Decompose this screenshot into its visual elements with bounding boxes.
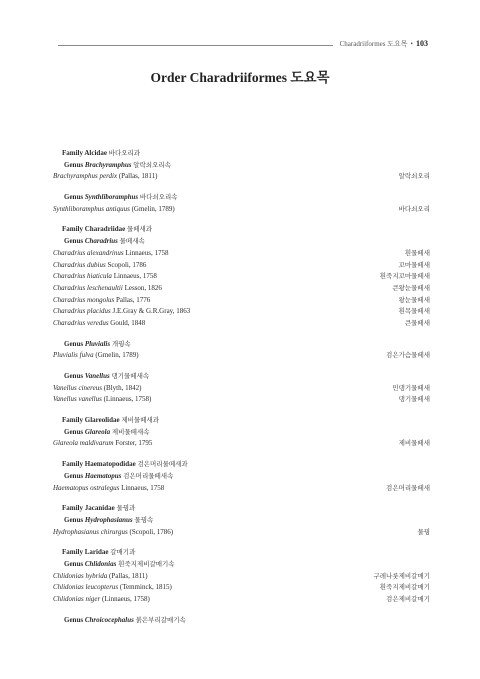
species-authority: J.E.Gray & G.R.Gray, 1863 bbox=[112, 307, 191, 316]
genus-latin-name: Vanellus bbox=[84, 372, 110, 380]
genus-latin-name: Glareola bbox=[84, 427, 111, 436]
species-authority: Gould, 1848 bbox=[110, 318, 146, 327]
genus-korean-name: 검은머리물떼새속 bbox=[123, 472, 174, 480]
species-authority: (Scopoli, 1786) bbox=[129, 527, 174, 536]
species-authority: (Linnaeus, 1758) bbox=[102, 595, 150, 603]
genus-latin-name: Haematopus bbox=[84, 471, 122, 480]
genus-korean-name: 물떼새속 bbox=[119, 238, 145, 246]
family-korean-name: 제비물떼새과 bbox=[121, 417, 160, 425]
genus-entry bbox=[53, 236, 430, 248]
species-latin-name: Charadrius leschenaultii bbox=[53, 283, 123, 292]
species-latin-name: Charadrius dubius bbox=[53, 260, 106, 269]
species-authority: (Blyth, 1842) bbox=[103, 383, 142, 392]
species-entry bbox=[53, 594, 430, 606]
species-authority: Forster, 1795 bbox=[115, 439, 153, 448]
species-authority: Linnaeus, 1758 bbox=[125, 248, 169, 257]
species-entry bbox=[53, 283, 430, 295]
genus-korean-name: 댕기물떼새속 bbox=[111, 373, 150, 380]
species-entry bbox=[53, 318, 430, 330]
genus-korean-name: 물꿩속 bbox=[134, 516, 154, 524]
species-common-name: 큰왕눈물떼새 bbox=[392, 284, 430, 292]
genus-korean-name: 바다쇠오리속 bbox=[139, 194, 178, 202]
species-entry bbox=[53, 271, 430, 283]
species-latin-name: Vanellus vanellus bbox=[53, 395, 102, 404]
species-common-name: 왕눈물떼새 bbox=[398, 296, 430, 304]
genus-entry bbox=[53, 192, 430, 204]
rank-label: Genus bbox=[64, 615, 85, 624]
family-latin-name: Laridae bbox=[84, 548, 109, 557]
species-common-name: 꼬마물떼새 bbox=[398, 261, 430, 269]
species-common-name: 검은제비갈매기 bbox=[386, 596, 430, 603]
rank-label: Genus bbox=[64, 427, 85, 436]
species-authority: (Gmelin, 1789) bbox=[131, 204, 175, 213]
rank-label: Genus bbox=[64, 193, 85, 202]
genus-korean-name: 흰죽지제비갈매기속 bbox=[118, 560, 175, 568]
species-common-name: 흰죽지제비갈매기 bbox=[379, 584, 430, 592]
family-latin-name: Charadriidae bbox=[84, 225, 126, 234]
species-common-name: 구레나룻제비갈매기 bbox=[373, 572, 430, 580]
species-entry bbox=[53, 295, 430, 307]
rank-label: Genus bbox=[64, 559, 85, 568]
species-latin-name: Brachyramphus perdix bbox=[53, 172, 118, 181]
species-common-name: 제비물떼새 bbox=[398, 440, 430, 448]
species-authority: (Linnaeus, 1758) bbox=[103, 395, 152, 404]
genus-latin-name: Pluvialis bbox=[84, 339, 111, 348]
genus-latin-name: Brachyramphus bbox=[84, 160, 132, 169]
family-korean-name: 바다오리과 bbox=[108, 150, 141, 157]
genus-entry bbox=[53, 471, 430, 483]
rank-label: Genus bbox=[64, 160, 85, 169]
rank-label: Family bbox=[62, 504, 85, 513]
species-common-name: 알락쇠오리 bbox=[398, 173, 430, 181]
species-entry bbox=[53, 204, 430, 216]
species-common-name: 민댕기물떼새 bbox=[392, 384, 430, 392]
species-common-name: 검은가슴물떼새 bbox=[386, 352, 430, 360]
genus-korean-name: 알락쇠오리속 bbox=[133, 161, 171, 169]
genus-korean-name: 붉은부리갈매기속 bbox=[135, 616, 186, 624]
rank-label: Genus bbox=[64, 515, 85, 524]
genus-latin-name: Hydrophasianus bbox=[84, 515, 133, 524]
species-entry bbox=[53, 248, 430, 260]
rank-label: Family bbox=[62, 149, 85, 157]
page-number: 103 bbox=[416, 39, 428, 48]
header-rule bbox=[58, 45, 333, 46]
genus-entry bbox=[53, 160, 430, 172]
genus-latin-name: Synthliboramphus bbox=[84, 193, 139, 202]
rank-label: Family bbox=[62, 460, 85, 469]
species-authority: (Pallas, 1811) bbox=[109, 571, 148, 580]
family-latin-name: Haematopodidae bbox=[84, 460, 136, 469]
bullet-separator: • bbox=[410, 40, 413, 48]
species-authority: Scopoli, 1786 bbox=[107, 260, 147, 269]
genus-entry bbox=[53, 339, 430, 351]
genus-entry bbox=[53, 427, 430, 439]
species-entry bbox=[53, 527, 430, 539]
family-entry bbox=[53, 503, 430, 515]
species-latin-name: Charadrius mongolus bbox=[53, 295, 115, 304]
species-common-name: 흰물떼새 bbox=[404, 249, 430, 257]
species-authority: (Gmelin, 1789) bbox=[95, 351, 139, 360]
species-latin-name: Charadrius hiaticula bbox=[53, 272, 112, 281]
species-common-name: 큰물떼새 bbox=[404, 319, 430, 327]
genus-korean-name: 개꿩속 bbox=[111, 340, 131, 348]
rank-label: Genus bbox=[64, 339, 85, 348]
species-entry bbox=[53, 483, 430, 495]
species-entry bbox=[53, 260, 430, 272]
rank-label: Genus bbox=[64, 372, 85, 380]
species-entry bbox=[53, 306, 430, 318]
species-authority: Lesson, 1826 bbox=[124, 283, 162, 292]
species-common-name: 검은머리물떼새 bbox=[386, 484, 430, 492]
species-latin-name: Chlidonias niger bbox=[53, 595, 101, 603]
species-latin-name: Chlidonias leucopterus bbox=[53, 583, 119, 592]
genus-entry bbox=[53, 371, 430, 383]
species-entry bbox=[53, 582, 430, 594]
taxonomy-list bbox=[53, 148, 430, 626]
rank-label: Genus bbox=[64, 471, 85, 480]
family-korean-name: 물꿩과 bbox=[116, 505, 136, 513]
species-authority: Linnaeus, 1758 bbox=[121, 483, 165, 492]
species-entry bbox=[53, 171, 430, 183]
species-latin-name: Chlidonias hybrida bbox=[53, 571, 108, 580]
family-latin-name: Alcidae bbox=[84, 149, 107, 157]
species-common-name: 흰죽지꼬마물떼새 bbox=[379, 273, 430, 281]
species-latin-name: Hydrophasianus chirurgus bbox=[53, 527, 128, 536]
rank-label: Genus bbox=[64, 237, 85, 246]
rank-label: Family bbox=[62, 416, 85, 425]
running-title: Charadriiformes 도요목 bbox=[339, 40, 408, 48]
genus-korean-name: 제비물떼새속 bbox=[111, 428, 150, 436]
species-latin-name: Charadrius placidus bbox=[53, 307, 111, 316]
species-authority: (Pallas, 1811) bbox=[118, 172, 158, 181]
species-authority: (Temminck, 1815) bbox=[119, 583, 172, 592]
family-entry bbox=[53, 459, 430, 471]
family-korean-name: 물떼새과 bbox=[126, 226, 153, 234]
genus-latin-name: Chroicocephalus bbox=[84, 615, 134, 624]
species-latin-name: Vanellus cinereus bbox=[53, 383, 102, 392]
running-head bbox=[340, 39, 428, 49]
species-latin-name: Glareola maldivarum bbox=[53, 439, 114, 448]
species-authority: Linnaeus, 1758 bbox=[113, 272, 157, 281]
species-latin-name: Charadrius veredus bbox=[53, 318, 109, 327]
page-title: Order Charadriiformes 도요목 bbox=[150, 70, 330, 85]
species-latin-name: Charadrius alexandrinus bbox=[53, 248, 124, 257]
family-korean-name: 갈매기과 bbox=[110, 549, 136, 557]
genus-latin-name: Chlidonias bbox=[84, 559, 117, 568]
species-common-name: 흰목물떼새 bbox=[398, 308, 430, 316]
species-entry bbox=[53, 438, 430, 450]
species-authority: Pallas, 1776 bbox=[116, 295, 151, 304]
species-latin-name: Haematopus ostralegus bbox=[53, 483, 120, 492]
species-common-name: 바다쇠오리 bbox=[398, 205, 430, 213]
genus-entry bbox=[53, 559, 430, 571]
species-latin-name: Synthliboramphus antiquus bbox=[53, 204, 130, 213]
rank-label: Family bbox=[62, 225, 85, 234]
rank-label: Family bbox=[62, 548, 85, 557]
family-entry bbox=[53, 148, 430, 160]
species-common-name: 댕기물떼새 bbox=[398, 396, 430, 404]
species-entry bbox=[53, 394, 430, 406]
family-entry bbox=[53, 224, 430, 236]
species-entry bbox=[53, 350, 430, 362]
genus-latin-name: Charadrius bbox=[84, 237, 118, 246]
species-entry bbox=[53, 571, 430, 583]
family-korean-name: 검은머리물떼새과 bbox=[137, 461, 188, 469]
family-entry bbox=[53, 415, 430, 427]
family-entry bbox=[53, 547, 430, 559]
family-latin-name: Jacanidae bbox=[84, 504, 115, 513]
family-latin-name: Glareolidae bbox=[84, 416, 120, 425]
species-latin-name: Pluvialis fulva bbox=[53, 351, 94, 360]
species-common-name: 물꿩 bbox=[417, 528, 430, 536]
genus-entry bbox=[53, 615, 430, 627]
genus-entry bbox=[53, 515, 430, 527]
species-entry bbox=[53, 383, 430, 395]
